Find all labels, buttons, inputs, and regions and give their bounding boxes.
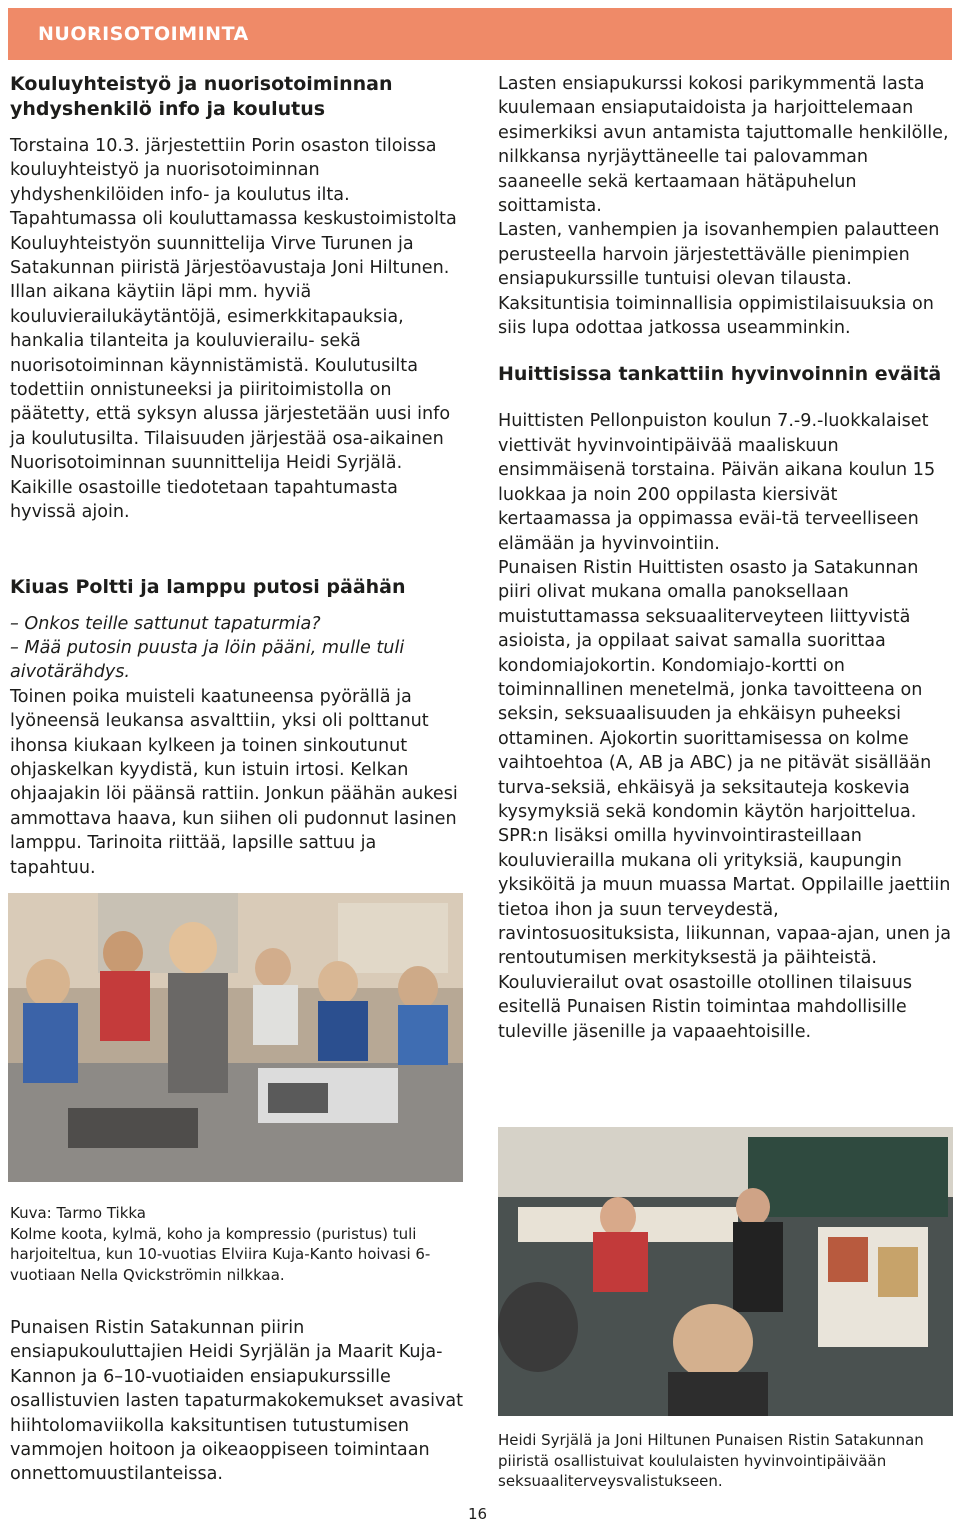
photo1-caption-block <box>10 1203 470 1285</box>
page-number: 16 <box>468 1505 488 1523</box>
paragraph-school-visits: SPR:n lisäksi omilla hyvinvointirasteillaan kouluvierailla mukana oli yrityksiä, kaupungin yksiköitä ja muun muassa Martat. Oppilaille jaettiin tietoa ihon ja suun terveydestä, ravintosuosituksista, liikunnan, vapaa-ajan, unen ja rentoutumisen merkityksestä ja päihteistä. Kouluvierailut ovat osastoille otollinen tilaisuus esitellä Punaisen Ristin toimintaa mahdollisille tuleville jäsenille ja vapaaehtoisille. <box>498 826 952 1042</box>
dialog-question: – Onkos teille sattunut tapaturmia? <box>10 613 321 634</box>
photo-children-first-aid <box>8 893 463 1182</box>
section-header-bar <box>8 8 952 60</box>
photo1-caption: Kolme koota, kylmä, koho ja kompressio (puristus) tuli harjoiteltua, kun 10-vuotias Elviira Kuja-Kanto hoivasi 6-vuotiaan Nella Qvickströmin nilkkaa. <box>10 1224 431 1284</box>
photo-school-wellbeing-day <box>498 1127 953 1416</box>
intro-text-first-aid: Punaisen Ristin Satakunnan piirin ensiapukouluttajien Heidi Syrjälän ja Maarit Kuja-Kannon ja 6–10-vuotiaiden ensiapukurssille osallistuvien lasten tapaturmakokemukset avasivat hiihtolomaviikolla kaksituntisen tutustumisen vammojen hoitoon ja oikeaoppiseen toimintaan onnettomuustilanteissa. <box>10 1318 464 1485</box>
paragraph-feedback: Lasten, vanhempien ja isovanhempien palautteen perusteella harvoin järjestettävälle pienimpien ensiapukurssille tuntuisi olevan tilausta. Kaksituntisia toiminnallisia oppimistilaisuuksia on siis lupa odottaa jatkossa useamminkin. <box>498 220 940 339</box>
right-column <box>498 72 953 1044</box>
article-body-kiuas: Toinen poika muisteli kaatuneensa pyörällä ja lyöneensä leukansa asvalttiin, yksi oli polttanut ihonsa kiukaan kylkeen ja toinen sinkoutunut ohjaskelkan kyydistä, kun istuin irtosi. Kelkan ohjaajakin löi päänsä rattiin. Jonkun päähän aukesi ammottava haava, kun siihen oli pudonnut lasinen lamppu. Tarinoita riittää, lapsille sattuu ja tapahtuu. <box>10 686 458 878</box>
article-title-kiuas: Kiuas Poltti ja lamppu putosi päähän <box>10 575 406 598</box>
article-title-huittinen: Huittisissa tankattiin hyvinvoinnin eväitä <box>498 363 942 386</box>
paragraph-condom-license: Punaisen Ristin Huittisten osasto ja Satakunnan piiri olivat mukana omalla panoksellaan muistuttamassa seksuaaliterveyteen liittyvistä asioista, ja oppilaat saivat samalla suorittaa kondomiajokortin. Kondomiajo-kortti on toiminnallinen menetelmä, jonka tavoitteena on seksin, seksuaalisuuden ja ehkäisyn puheeksi ottaminen. Ajokortin suorittamisessa on kolme vaihtoehtoa (A, AB ja ABC) ja ne pitävät sisällään turva-seksiä, ehkäisyä ja seksitauteja koskevia kysymyksiä sekä kondomin käytön harjoittelua. <box>498 557 932 822</box>
photo-credit: Kuva: Tarmo Tikka <box>10 1204 146 1222</box>
dialog-answer: – Mää putosin puusta ja löin pääni, mulle tuli aivotärähdys. <box>10 637 405 683</box>
article-body-kouluyhteistyo: Torstaina 10.3. järjestettiin Porin osaston tiloissa kouluyhteistyö ja nuorisotoiminnan yhdyshenkilöiden info- ja koulutus ilta. Tapahtumassa oli kouluttamassa keskustoimistolta Kouluyhteistyön suunnittelija Virve Turunen ja Satakunnan piiristä Järjestöavustaja Joni Hiltunen. Illan aikana käytiin läpi mm. hyviä kouluvierailukäytäntöjä, esimerkkitapauksia, hankalia tilanteita ja kouluvierailu- sekä nuorisotoiminnan käynnistämistä. Koulutusilta todettiin onnistuneeksi ja piiritoimistolla on päätetty, että syksyn alussa järjestetään uusi info ja koulutusilta. Tilaisuuden järjestää osa-aikainen Nuorisotoiminnan suunnittelija Heidi Syrjälä. Kaikille osastoille tiedotetaan tapahtumasta hyvissä ajoin. <box>10 136 457 523</box>
section-title: NUORISOTOIMINTA <box>38 23 249 45</box>
left-column <box>10 72 465 880</box>
photo2-caption: Heidi Syrjälä ja Joni Hiltunen Punaisen Ristin Satakunnan piiristä osallistuivat koululaisten hyvinvointipäivään seksuaaliterveysvalistukseen. <box>498 1431 924 1490</box>
paragraph-first-aid-course: Lasten ensiapukurssi kokosi parikymmentä lasta kuulemaan ensiaputaidoista ja harjoittelemaan esimerkiksi avun antamista tajuttomalle henkilölle, nilkkansa nyrjäyttäneelle tai palovamman saaneelle sekä kertaamaan hätäpuhelun soittamista. <box>498 74 949 217</box>
paragraph-wellbeing-day: Huittisten Pellonpuiston koulun 7.-9.-luokkalaiset viettivät hyvinvointipäivää maaliskuun ensimmäisenä torstaina. Päivän aikana koulun 15 luokkaa ja noin 200 oppilasta kiersivät kertaamassa ja oppimassa eväi-tä terveelliseen elämään ja hyvinvointiin. <box>498 411 936 554</box>
article-title-kouluyhteistyo: Kouluyhteistyö ja nuorisotoiminnan yhdyshenkilö info ja koulutus <box>10 73 393 120</box>
